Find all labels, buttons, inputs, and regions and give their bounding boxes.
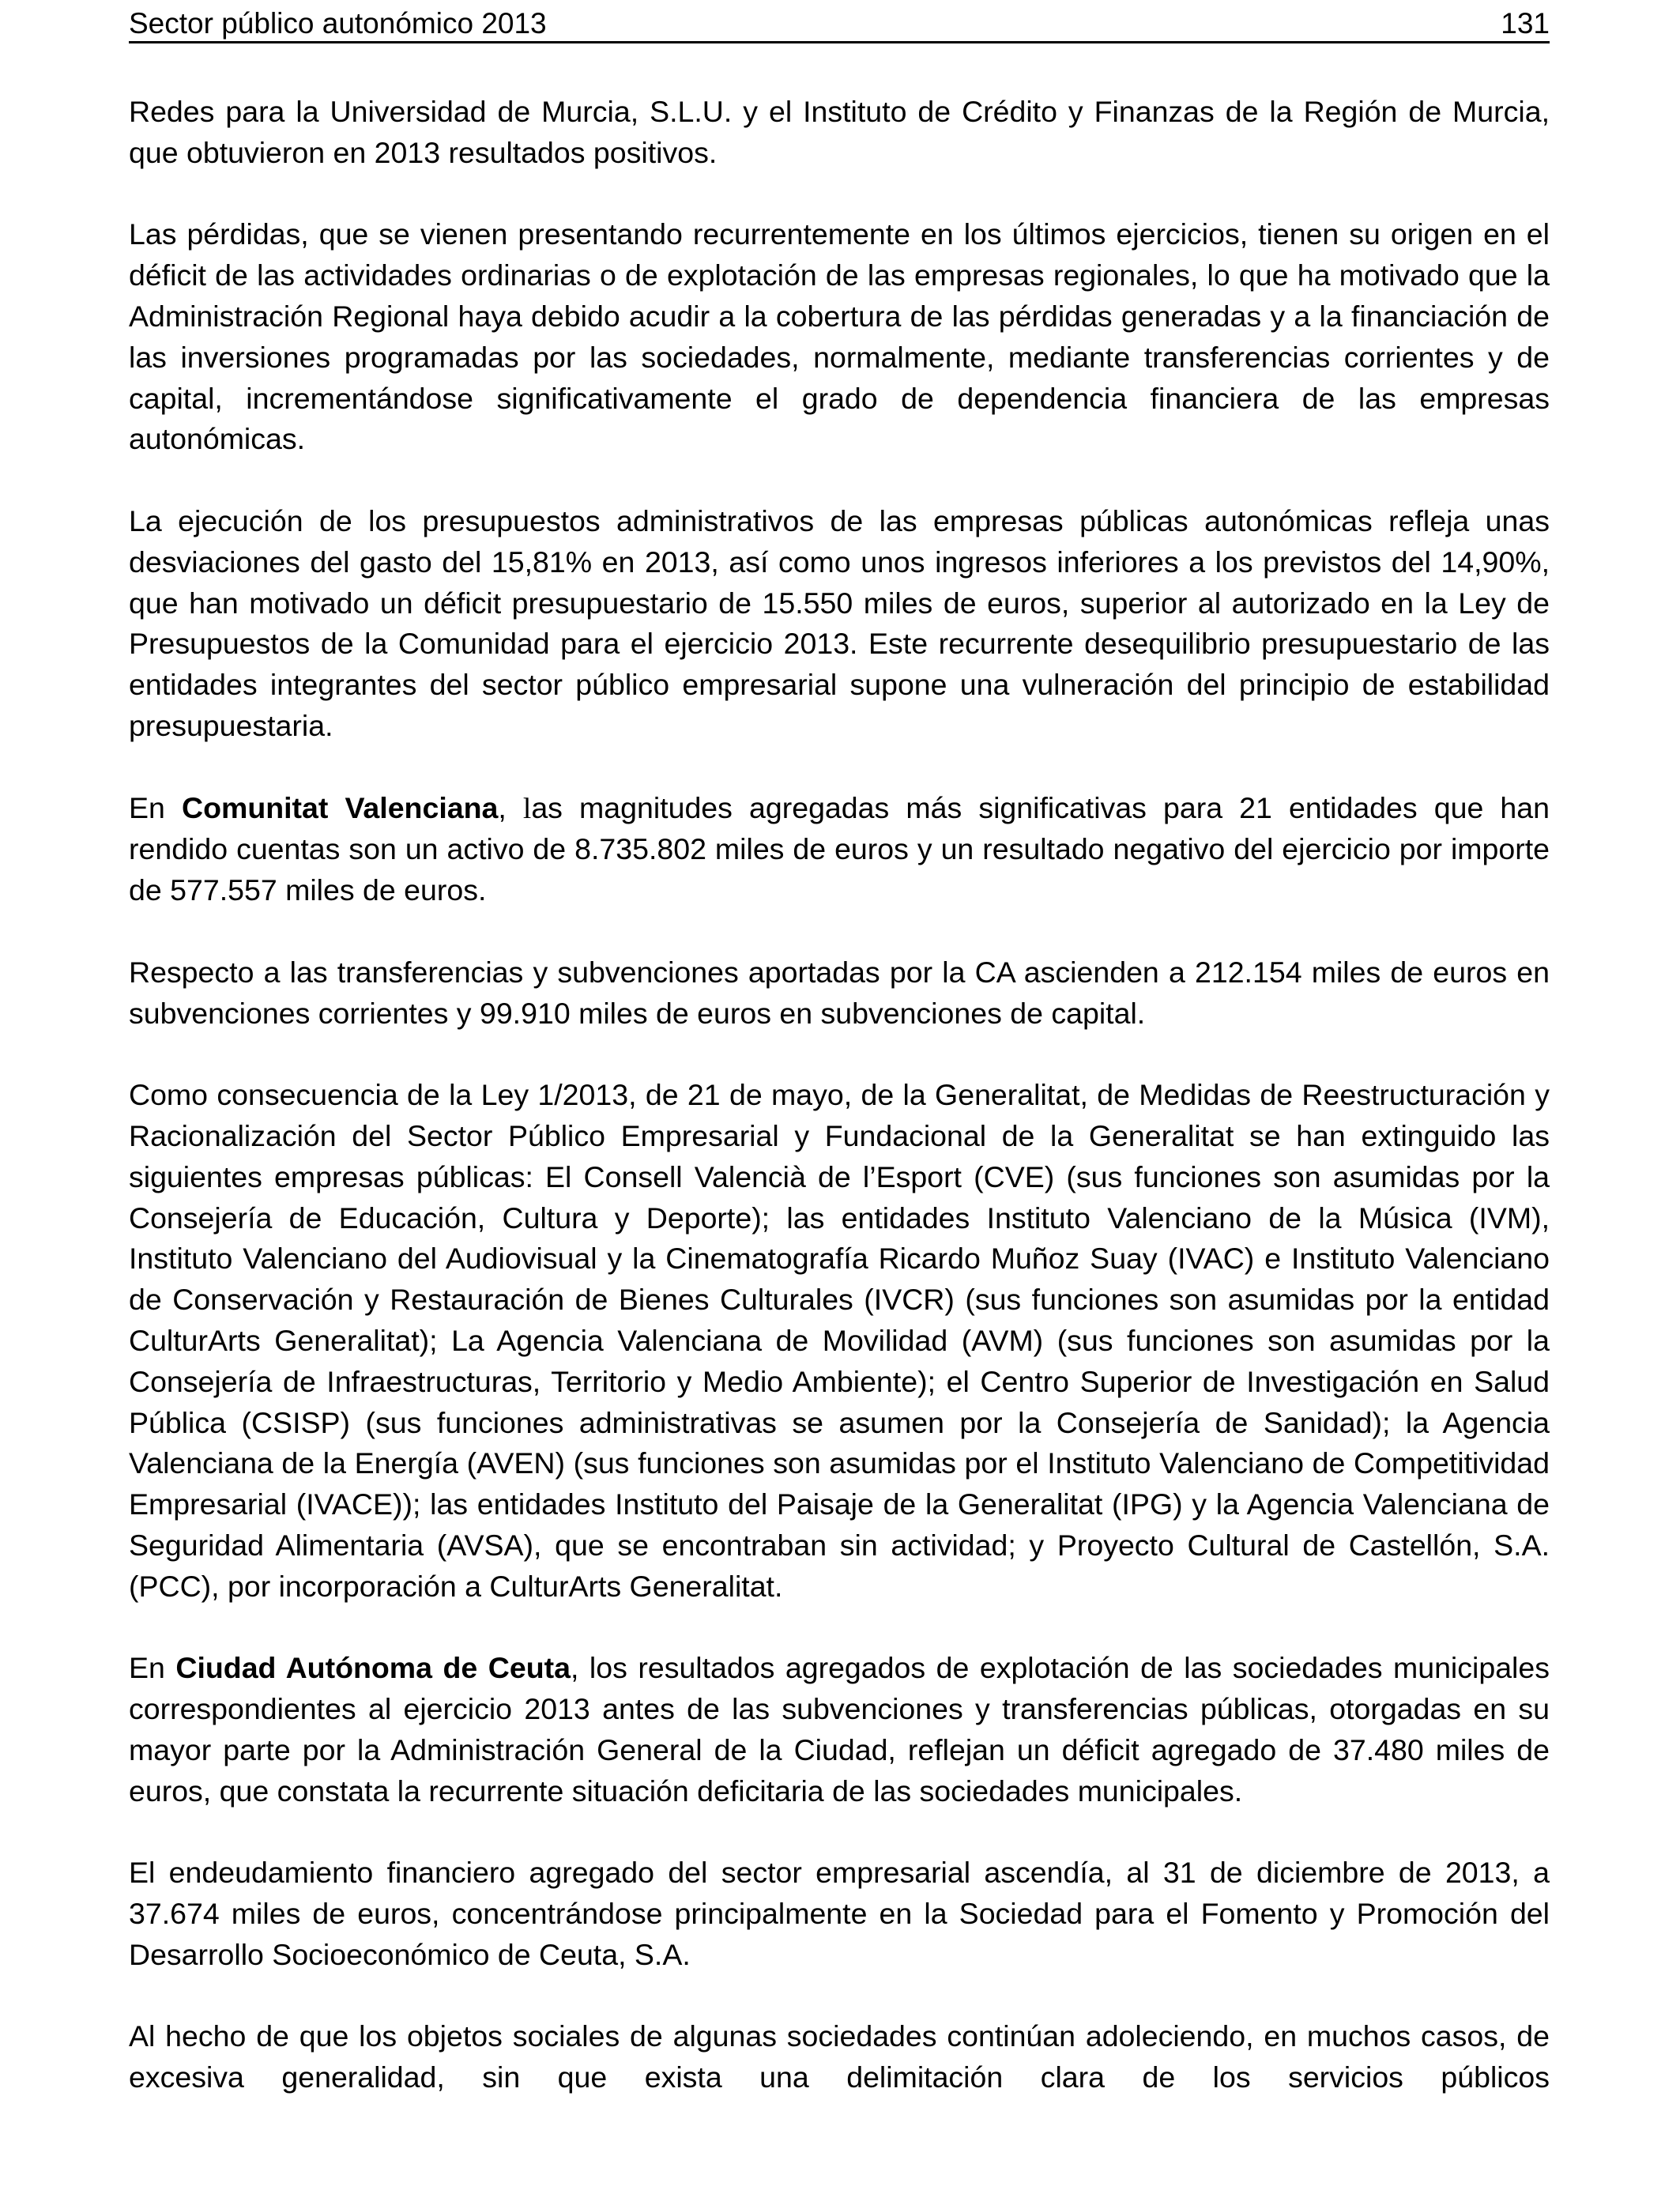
page-number: 131 [1501, 7, 1550, 40]
paragraph-valencia-extinguished-entities [129, 1075, 1550, 1607]
header-title: Sector público autonómico 2013 [129, 7, 547, 40]
paragraph-serif-char: l [522, 792, 532, 825]
paragraph-murcia-budget-execution [129, 501, 1550, 747]
paragraph-text: El endeudamiento financiero agregado del sector empresarial ascendía, al 31 de diciembre de 2013, a 37.674 miles de euros, concentrándose principalmente en la Sociedad para el Fomento y Promoción del Desarrollo Socioeconómico de Ceuta, S.A. [129, 1856, 1550, 1971]
paragraph-text: La ejecución de los presupuestos administrativos de las empresas públicas autonómicas refleja unas desviaciones del gasto del 15,81% en 2013, así como unos ingresos inferiores a los previstos del 14,90%, que han motivado un déficit presupuestario de 15.550 miles de euros, superior al autorizado en la Ley de Presupuestos de la Comunidad para el ejercicio 2013. Este recurrente desequilibrio presupuestario de las entidades integrantes del sector público empresarial supone una vulneración del principio de estabilidad presupuestaria. [129, 503, 1550, 742]
paragraph-valencia-transfers [129, 952, 1550, 1035]
paragraph-punct: , [498, 790, 523, 824]
paragraph-murcia-positive-results [129, 92, 1550, 174]
paragraph-ceuta-results [129, 1648, 1550, 1811]
region-name-ceuta: Ciudad Autónoma de Ceuta [175, 1651, 571, 1685]
paragraph-text: Las pérdidas, que se vienen presentando recurrentemente en los últimos ejercicios, tienen su origen en el déficit de las actividades ordinarias o de explotación de las empresas regionales, lo que ha motivado que la Administración Regional haya debido acudir a la cobertura de las pérdidas generadas y a la financiación de las inversiones programadas por las sociedades, normalmente, mediante transferencias corrientes y de capital, incrementándose significativamente el grado de dependencia financiera de las empresas autonómicas. [129, 217, 1550, 456]
paragraph-text: Al hecho de que los objetos sociales de algunas sociedades continúan adoleciendo, en muchos casos, de excesiva generalidad, sin que exista una delimitación clara de los servicios públicos [129, 2019, 1550, 2094]
paragraph-lead: En [129, 790, 182, 824]
paragraph-murcia-losses [129, 214, 1550, 460]
paragraph-valencia-magnitudes [129, 788, 1550, 911]
paragraph-text: , los resultados agregados de explotación de las sociedades municipales correspondientes al ejercicio 2013 antes de las subvenciones y transferencias públicas, otorgadas en su mayor parte por la Administración General de la Ciudad, reflejan un déficit agregado de 37.480 miles de euros, que constata la recurrente situación deficitaria de las sociedades municipales. [129, 1651, 1550, 1808]
paragraph-text: Respecto a las transferencias y subvenciones aportadas por la CA ascienden a 212.154 miles de euros en subvenciones corrientes y 99.910 miles de euros en subvenciones de capital. [129, 955, 1550, 1030]
paragraph-lead: En [129, 1651, 176, 1685]
paragraph-text: Como consecuencia de la Ley 1/2013, de 21 de mayo, de la Generalitat, de Medidas de Reestructuración y Racionalización del Sector Público Empresarial y Fundacional de la Generalitat se han extinguido las siguientes empresas públicas: El Consell Valencià de l’Esport (CVE) (sus funciones son asumidas por la Consejería de Educación, Cultura y Deporte); las entidades Instituto Valenciano de la Música (IVM), Instituto Valenciano del Audiovisual y la Cinematografía Ricardo Muñoz Suay (IVAC) e Instituto Valenciano de Conservación y Restauración de Bienes Culturales (IVCR) (sus funciones son asumidas por la entidad CulturArts Generalitat); La Agencia Valenciana de Movilidad (AVM) (sus funciones son asumidas por la Consejería de Infraestructuras, Territorio y Medio Ambiente); el Centro Superior de Investigación en Salud Pública (CSISP) (sus funciones administrativas se asumen por la Consejería de Sanidad); la Agencia Valenciana de la Energía (AVEN) (sus funciones son asumidas por el Instituto Valenciano de Competitividad Empresarial (IVACE)); las entidades Instituto del Paisaje de la Generalitat (IPG) y la Agencia Valenciana de Seguridad Alimentaria (AVSA), que se encontraban sin actividad; y Proyecto Cultural de Castellón, S.A. (PCC), por incorporación a CulturArts Generalitat. [129, 1078, 1550, 1603]
page-header [129, 5, 1550, 43]
paragraph-text: as magnitudes agregadas más significativas para 21 entidades que han rendido cuentas son un activo de 8.735.802 miles de euros y un resultado negativo del ejercicio por importe de 577.557 miles de euros. [129, 790, 1550, 907]
paragraph-ceuta-corporate-purpose [129, 2016, 1550, 2098]
region-name-valencia: Comunitat Valenciana [181, 790, 499, 824]
paragraph-text: Redes para la Universidad de Murcia, S.L.U. y el Instituto de Crédito y Finanzas de la Región de Murcia, que obtuvieron en 2013 resultados positivos. [129, 95, 1550, 169]
paragraph-ceuta-debt [129, 1853, 1550, 1975]
document-body [129, 92, 1550, 2139]
